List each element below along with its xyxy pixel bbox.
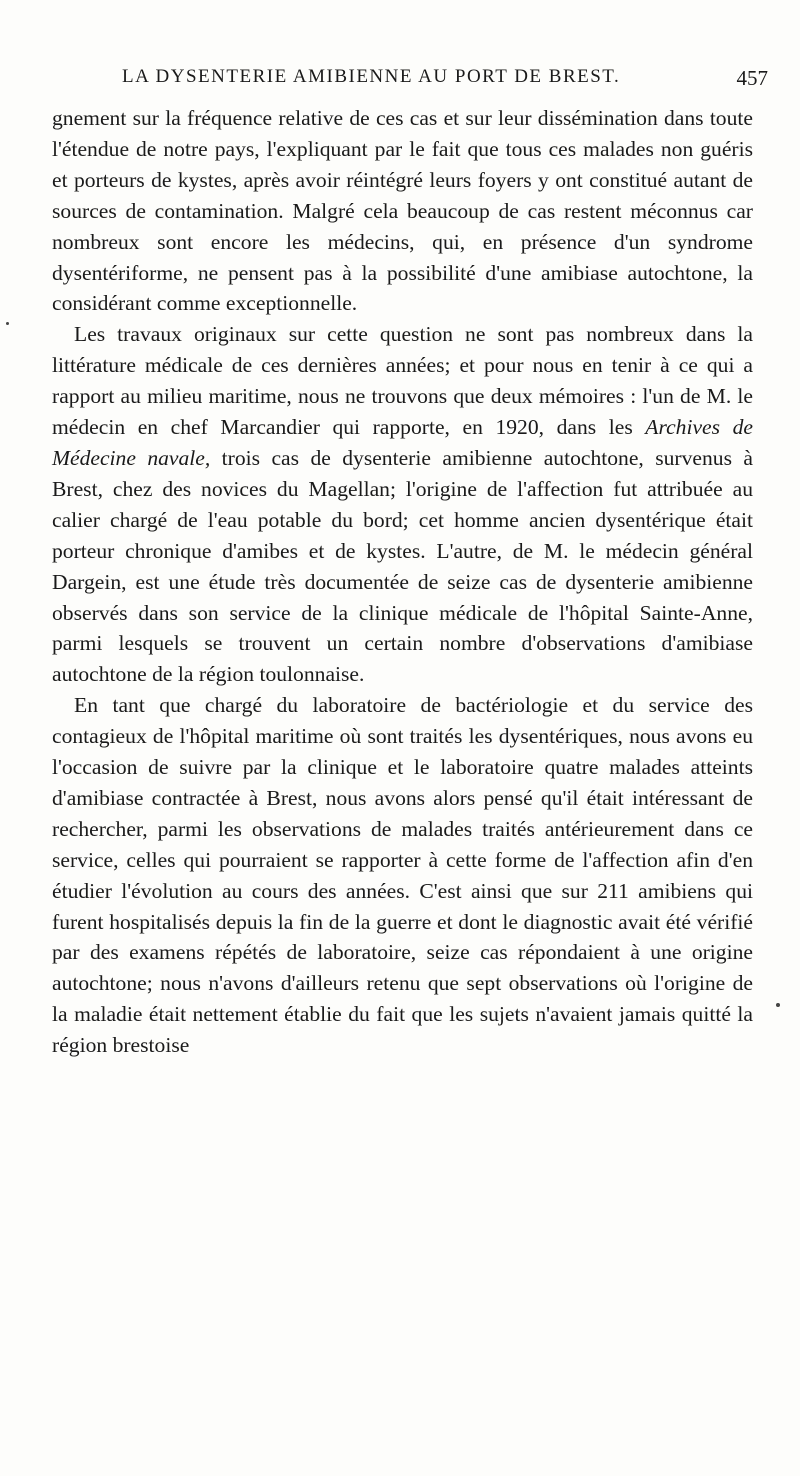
paragraph-2-text-before: Les travaux originaux sur cette question ne sont pas nombreux dans la littérature médicale de ces dernières années; et pour nous en tenir à ce qui a rapport au milieu maritime, nous ne trouvons que deux mémoires : l'un de M. le médecin en chef Marcandier qui rapporte, en 1920, dans les [52,322,753,440]
body-text [52,103,753,1061]
paragraph-1: gnement sur la fréquence relative de ces cas et sur leur dissémination dans toute l'étendue de notre pays, l'expliquant par le fait que tous ces malades non guéris et porteurs de kystes, après avoir réintégré leurs foyers y ont constitué autant de sources de contamination. Malgré cela beaucoup de cas restent méconnus car nombreux sont encore les médecins, qui, en présence d'un syndrome dysentériforme, ne pensent pas à la possibilité d'une amibiase autochtone, la considérant comme exceptionnelle. [52,106,753,316]
page-number: 457 [736,66,768,90]
journal-title-italic: Archives de Médecine navale, [52,415,753,470]
print-speck [6,322,9,325]
paragraph-2 [52,319,753,690]
running-title: LA DYSENTERIE AMIBIENNE AU PORT DE BREST. [122,66,621,87]
paragraph-2-text-after: trois cas de dysenterie amibienne autochtone, survenus à Brest, chez des novices du Magellan; l'origine de l'affection fut attribuée au calier chargé de l'eau potable du bord; cet homme ancien dysentérique était porteur chronique d'amibes et de kystes. L'autre, de M. le médecin général Dargein, est une étude très documentée de seize cas de dysenterie amibienne observés dans son service de la clinique médicale de l'hôpital Sainte-Anne, parmi lesquels se trouvent un certain nombre d'observations d'amibiase autochtone de la région toulonnaise. [52,445,753,687]
paragraph-3: En tant que chargé du laboratoire de bactériologie et du service des contagieux de l'hôpital maritime où sont traités les dysentériques, nous avons eu l'occasion de suivre par la clinique et le laboratoire quatre malades atteints d'amibiase contractée à Brest, nous avons alors pensé qu'il était intéressant de rechercher, parmi les observations de malades traités antérieurement dans ce service, celles qui pourraient se rapporter à cette forme de l'affection afin d'en étudier l'évolution au cours des années. C'est ainsi que sur 211 amibiens qui furent hospitalisés depuis la fin de la guerre et dont le diagnostic avait été vérifié par des examens répétés de laboratoire, seize cas répondaient à une origine autochtone; nous n'avons d'ailleurs retenu que sept observations où l'origine de la maladie était nettement établie du fait que les sujets n'avaient jamais quitté la région brestoise [52,693,753,1058]
print-speck [776,1003,780,1007]
running-header [60,66,768,98]
